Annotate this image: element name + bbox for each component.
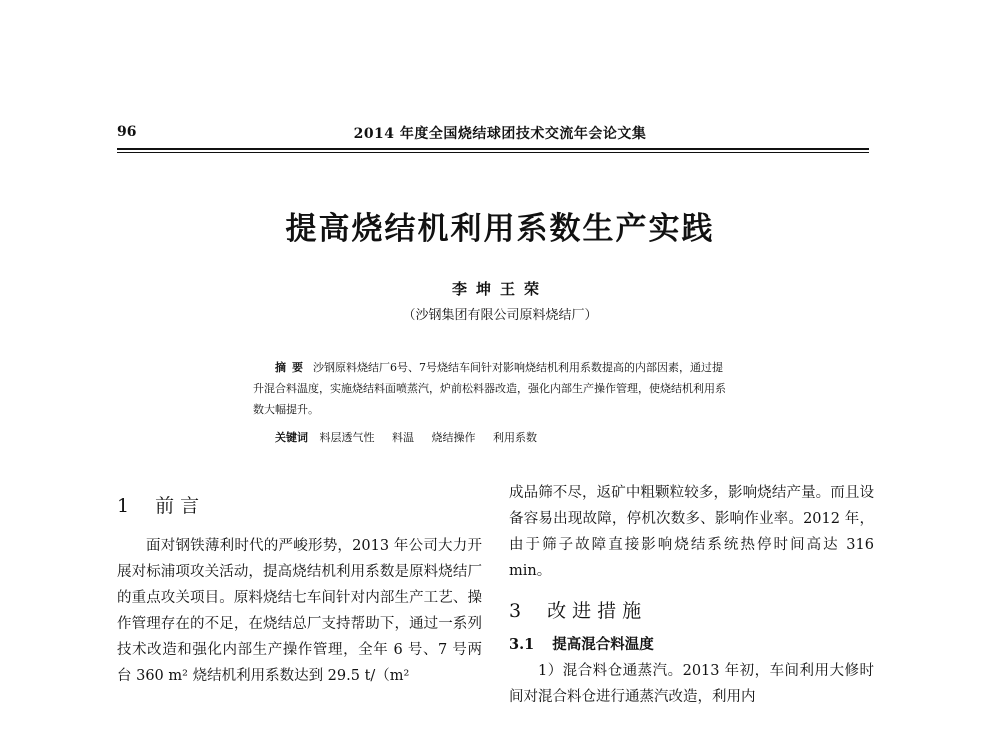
left-column bbox=[117, 493, 482, 689]
header-rule bbox=[117, 148, 869, 150]
keyword: 料温 bbox=[392, 431, 414, 444]
section-number: 1 bbox=[117, 495, 130, 517]
section-heading-3 bbox=[509, 598, 874, 624]
page-number: 96 bbox=[117, 124, 137, 140]
keyword: 烧结操作 bbox=[431, 431, 476, 444]
paragraph: 1）混合料仓通蒸汽。2013 年初，车间利用大修时间对混合料仓进行通蒸汽改造，利用内 bbox=[509, 663, 874, 705]
section-heading-1 bbox=[117, 493, 482, 519]
section-number: 3 bbox=[509, 600, 522, 622]
affiliation: （沙钢集团有限公司原料烧结厂） bbox=[402, 308, 598, 323]
right-column bbox=[509, 480, 874, 710]
keywords bbox=[275, 429, 735, 445]
subsection-title: 提高混合料温度 bbox=[552, 636, 654, 653]
authors: 李坤王荣 bbox=[451, 280, 548, 298]
section-title: 前言 bbox=[155, 495, 206, 517]
paragraph: 面对钢铁薄利时代的严峻形势，2013 年公司大力开展对标浦项攻关活动，提高烧结机利用系数是原料烧结厂的重点攻关项目。原料烧结七车间针对内部生产工艺、操作管理存在的不足，在烧结总厂支持帮助下，通过一系列技术改造和强化内部生产操作管理，全年 6 号、7 号两台 360 m² 烧结机利用系数达到 29.5 t/（m² bbox=[117, 538, 482, 684]
section-title: 改进措施 bbox=[547, 600, 648, 622]
paragraph: 成品筛不尽，返矿中粗颗粒较多，影响烧结产量。而且设备容易出现故障，停机次数多、影响作业率。2012 年，由于筛子故障直接影响烧结系统热停时间高达 316 min。 bbox=[509, 485, 874, 579]
running-header: 2014 年度全国烧结球团技术交流年会论文集 bbox=[353, 126, 647, 142]
header-rule-thin bbox=[117, 152, 869, 153]
keyword: 料层透气性 bbox=[319, 431, 375, 444]
subsection-heading-3-1 bbox=[509, 632, 874, 658]
keyword: 利用系数 bbox=[493, 431, 537, 444]
subsection-number: 3.1 bbox=[509, 636, 535, 653]
abstract-text: 沙钢原料烧结厂6号、7号烧结车间针对影响烧结机利用系数提高的内部因素，通过提升混合料温度，实施烧结料面喷蒸汽，炉前松料器改造，强化内部生产操作管理，使烧结机利用系数大幅提升。 bbox=[253, 361, 726, 416]
keywords-label: 关键词 bbox=[275, 431, 308, 444]
abstract bbox=[253, 357, 733, 420]
abstract-label: 摘要 bbox=[275, 361, 309, 374]
paper-title: 提高烧结机利用系数生产实践 bbox=[285, 211, 715, 247]
